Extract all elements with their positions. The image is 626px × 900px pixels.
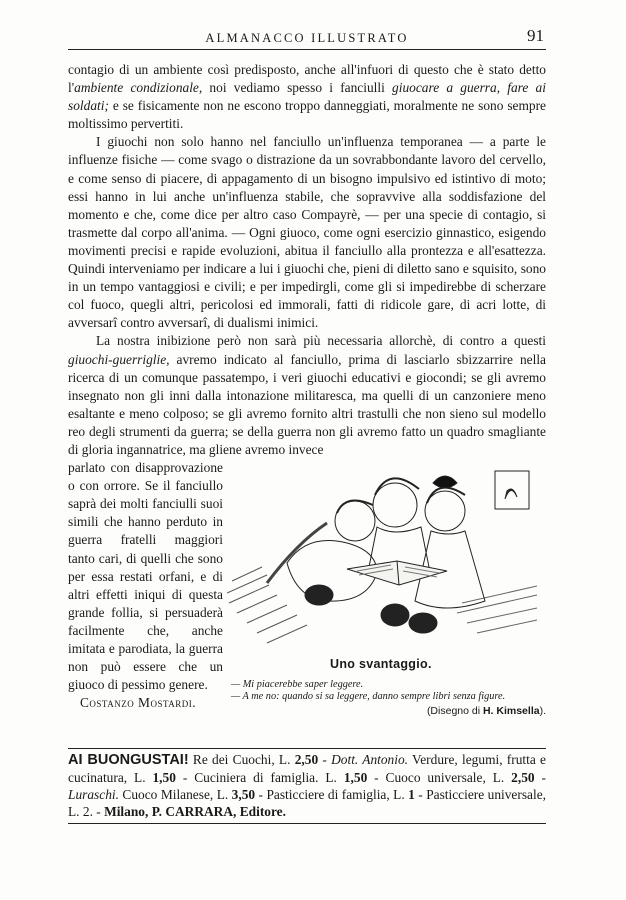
left-child-hair <box>337 501 373 514</box>
floor-hatching <box>227 567 307 643</box>
illustration-drawing <box>227 463 545 651</box>
dialog-line-2: — A me no: quando si sa leggere, danno sempre libri senza figure. <box>231 690 506 702</box>
paragraph-3-continued: parlato con disapprovazione o con orrore. Se il fanciullo saprà dei molti fanciulli suoi simili che hanno perduto in guerra fratelli maggiori tanto cari, di quelli che sono per essa restati orfani, e di altri effetti iniqui di questa grande follia, si persuaderà facilmente che, anche imitata e parodiata, la guerra non può essere che un giuoco di pessimo genere. <box>68 460 223 693</box>
cat-in-frame <box>505 489 517 499</box>
hair-bow <box>433 476 457 488</box>
page-number: 91 <box>527 26 544 45</box>
middle-shoe <box>381 604 409 626</box>
advertisement-box: AI BUONGUSTAI! Re dei Cuochi, L. 2,50 - Dott. Antonio. Verdure, legumi, frutta e cucinatura, L. 1,50 - Cuciniera di famiglia. L. 1,50 - Cuoco universale, L. 2,50 - Luraschi. Cuoco Milanese, L. 3,50 - Pasticciere di famiglia, L. 1 - Pasticciere universale, L. 2. - Milano, P. CARRARA, Editore. <box>68 748 546 824</box>
article-body <box>68 61 546 459</box>
author-signature: Costanzo Mostardi. <box>80 695 197 711</box>
page-header <box>68 22 546 50</box>
illustration-dialog <box>231 679 549 702</box>
text-column-left <box>68 459 223 712</box>
dialog-line-1: — Mi piacerebbe saper leggere. <box>231 679 364 691</box>
paragraph-3: La nostra inibizione però non sarà più necessaria allorchè, di contro a questi giuochi-guerriglie, avremo indicato al fanciullo, prima di lasciarlo sbizzarrire nella ricerca di un comunque passatempo, i veri giuochi educativi e giocondi; se gli avremo insegnato non gli inni dalla intonazione militaresca, ma quelli di un canzoniere meno esaltante e meno colposo; se gli avremo fornito altri trastulli che non sieno sul modello reo degli strumenti da guerra; se della guerra non gli avremo fatto un quadro smagliante di gloria ingannatrice, ma gliene avremo invece <box>68 333 546 457</box>
lower-section <box>68 459 546 754</box>
middle-child-head <box>373 483 417 527</box>
middle-child-hair <box>375 478 419 495</box>
paragraph-2: I giuochi non solo hanno nel fanciullo un'influenza temporanea — a parte le influenze fisiche — come svago o distrazione da un sovrabbondante lavoro del cervello, e come senso di piacere, di appagamento di un bisogno impulsivo ed istintivo di moto; essi hanno in lui anche un'influenza stabile, che sopravvive alla soddisfazione del momento e che, come dice per altro caso Compayrè, — per una specie di contagio, si trasmette dal corpo all'anima. — Ogni giuoco, come ogni esercizio ginnastico, esigendo movimenti precisi e rapide evoluzioni, abitua il fanciullo alla prontezza e all'esattezza. Quindi interveniamo per indicare a lui i giuochi che, pieni di diletto sano e squisito, sono in un tempo vantaggiosi e civili; e per impedirgli, come gli si impedirebbe di scherzare col fuoco, quegli altri, pericolosi ed immorali, fatti di ridicole gare, di acri lotte, di avversarî contro avversarî, di dualismi inimici. <box>68 134 546 331</box>
shadow-stroke <box>267 523 327 583</box>
illustration-credit: (Disegno di H. Kimsella). <box>426 705 546 718</box>
left-shoe <box>305 585 333 605</box>
illustration-caption: Uno svantaggio. <box>330 657 432 672</box>
running-title: ALMANACCO ILLUSTRATO <box>205 31 409 45</box>
floor-lines <box>457 586 537 633</box>
paragraph-1: contagio di un ambiente così predisposto, anche all'infuori di questo che è stato detto l'ambiente condizionale, noi vediamo spesso i fanciulli giuocare a guerra, fare ai soldati; e se fisicamente non ne escono troppo danneggiati, moralmente ne sono sempre moltissimo pervertiti. <box>68 62 546 132</box>
advert-headline: AI BUONGUSTAI! <box>68 752 189 769</box>
page <box>68 22 546 824</box>
header-rule <box>68 49 546 50</box>
advert-publisher: Milano, P. CARRARA, Editore. <box>104 804 286 820</box>
right-shoe <box>409 613 437 633</box>
children-reading-illustration <box>227 463 545 651</box>
